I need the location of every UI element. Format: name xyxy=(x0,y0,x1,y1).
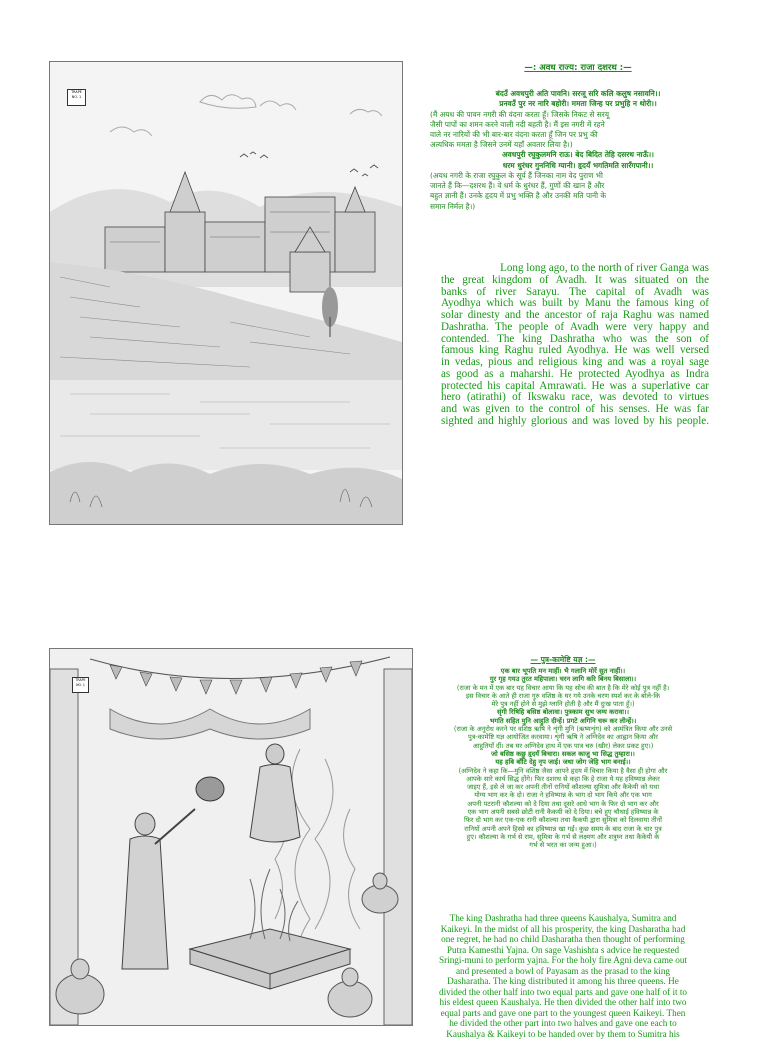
bottom-prose-line: रानियों अपनी अपने हिस्से का हविष्यान्न खा गईं। कुछ समय के बाद राजा के चार पुत्र xyxy=(412,825,714,833)
top-verse-line: प्रनवउँ पुर नर नारि बहोरी। ममता जिन्ह पर प्रभुहि न थोरी।। xyxy=(430,99,726,109)
bottom-prose-line: योग्य भाग कर के दो। राजा ने हविष्यान्न के भाग दो भाग किये और एक भाग xyxy=(412,791,714,799)
top-prose-line: वाले नर नारियों की भी बार-बार वंदना करता हूँ जिन पर प्रभु की xyxy=(430,130,726,140)
english-line: one regret, he had no child Dasharatha then thought of performing xyxy=(415,934,711,945)
top-hindi-column xyxy=(430,62,726,212)
english-line: Sringi-muni to perform yajna. For the holy fire Agni deva came out xyxy=(415,955,711,966)
top-english-paragraph xyxy=(441,263,709,428)
top-prose-line: समान निर्मल है।) xyxy=(430,202,726,212)
english-line: Ayodhya which was built by Manu the famous king of xyxy=(441,298,709,310)
bottom-prose-line: (अग्निदेव ने कहा कि—मुनि वशिष्ठ जैसा आपने हृदय में विचार किया है वैसा ही होगा और xyxy=(412,767,714,775)
bottom-verse-line: यह हबि बाँटि देहु नृप जाई। जथा जोग जेहि भाग बनाई।। xyxy=(412,758,714,766)
english-line: equal parts and gave one part to the youngest queen Kaikeyi. Then xyxy=(415,1008,711,1019)
english-line: Long long ago, to the north of river Ganga was xyxy=(441,263,709,275)
english-line: and presented a bowl of Payasam as the prasad to the king xyxy=(415,966,711,977)
english-line: in vedas, pious and religious king and was a royal sage xyxy=(441,357,709,369)
english-line: Kaikeyi. In the midst of all his prosperity, the king Dasharatha had xyxy=(415,924,711,935)
top-prose-line: जैसी पापों का शमन करने वाली नदी बहती है। मैं इस नगरी में रहने xyxy=(430,120,726,130)
top-prose-line: (मैं अयध की पावन नगरी की वंदना करता हूँ। जिसके निकट से सरयू xyxy=(430,110,726,120)
english-line: sighted and highly glorious and was loved by his people. xyxy=(441,416,709,428)
english-line: and was given to the control of his senses. He was far xyxy=(441,404,709,416)
english-line: divided the other half into two equal parts and gave one half of it to xyxy=(415,987,711,998)
english-line: his eldest queen Kaushalya. He then divided the other half into two xyxy=(415,997,711,1008)
english-line: solar dinesty and the ancestor of raja Raghu was named xyxy=(441,310,709,322)
english-line: he divided the other part into two halves and gave one each to xyxy=(415,1018,711,1029)
english-line: banks of river Sarayu. The capital of Avadh was xyxy=(441,287,709,299)
bottom-prose-line: एक भाग अपनी सबसे छोटी रानी कैकयी को दे दिया। बचे हुए चौथाई हविष्यान्न के xyxy=(412,808,714,816)
top-prose-line: जानते हैं कि—दशरथ हैं। वे धर्म के धुरंधर हैं, गुणों की खान हैं और xyxy=(430,181,726,191)
bottom-prose-line: फिर दो भाग कर एक-एक रानी कौशल्या तथा कैकयी द्वारा सुमित्रा को दिलवाया तीनों xyxy=(412,816,714,824)
top-verse-line: बंदउँ अवधपुरी अति पावनि। सरजू सरि कलि कलुष नसावनि।। xyxy=(430,89,726,99)
bottom-hindi-column xyxy=(412,655,714,850)
english-line: famous king Raghu ruled Ayodhya. He was well versed xyxy=(441,345,709,357)
top-prose-line: (अयध नगरी के राजा रघुकुल के सूर्य हैं जिनका नाम वेद पुराण भी xyxy=(430,171,726,181)
bottom-verse-line: जो बसिष्ठ कछु हृदयँ बिचारा। सकल काजु भा सिद्ध तुम्हारा।। xyxy=(412,750,714,758)
bottom-verse-line: एक बार भूपति मन माहीं। भै गलानि मोरें सुत नाहीं।। xyxy=(412,667,714,675)
bottom-verse-line: सृंगी रिषिहि बसिष्ठ बोलावा। पुत्रकाम सुभ जग्य करावा।। xyxy=(412,708,714,716)
english-line: hero (atirathi) of Ikswaku race, was devoted to virtues xyxy=(441,392,709,404)
bottom-prose-line: इस विचार के आते ही राजा गुरु वशिष्ठ के घर गये उनके चरण स्पर्श कर के बोले-कि xyxy=(412,692,714,700)
english-line: Putra Kamesthi Yajna. On sage Vashishta s advice he requested xyxy=(415,945,711,956)
english-line: protected his capital Amrawati. He was a superlative car xyxy=(441,381,709,393)
plate-label: TRAPE NO. 1 xyxy=(72,677,89,693)
ayodhya-illustration xyxy=(49,61,403,525)
bottom-heading: — पुत्र-कामेष्टि यज्ञ :— xyxy=(412,655,714,665)
yajna-illustration xyxy=(49,648,413,1026)
bottom-prose-line: अपनी पटरानी कौशल्या को दे दिया तथा दूसरे आधे भाग के फिर दो भाग कर और xyxy=(412,800,714,808)
bottom-prose-line: (राजा के मन में एक बार यह विचार आया कि यह सोच की बात है कि मेरे कोई पुत्र नहीं है। xyxy=(412,684,714,692)
bottom-prose-line: पुत्र-कामेष्टि यज्ञ आयोजित करवाया। शृंगी ऋषि ने अग्निदेव का आह्वान किया और xyxy=(412,733,714,741)
english-line: contended. The king Dashratha who was the son of xyxy=(441,334,709,346)
plate-label: TRAPE NO. 1 xyxy=(67,89,86,106)
bottom-prose-line: जाइए हैं, इसे ले जा कर अपनी तीनों रानियों कौशल्या सुमित्रा और कैकेयी को यथा xyxy=(412,783,714,791)
bottom-prose-line: हुए। कौशल्या के गर्भ से राम, सुमित्रा के गर्भ से लक्ष्मण और शत्रुघ्न तथा कैकेयी के xyxy=(412,833,714,841)
bottom-prose-line: मेरे पुत्र नहीं होने से मुझे ग्लानि होती है और मैं दुःख पाता हूँ।) xyxy=(412,700,714,708)
ayodhya-sketch xyxy=(50,62,402,524)
english-line: as good as a maharshi. He protected Ayodhya as Indra xyxy=(441,369,709,381)
yajna-sketch xyxy=(50,649,412,1025)
bottom-prose-line: आपके सारे कार्य सिद्ध होंगे। फिर दशरथ से कहा कि हे राजा ये यह हविष्यान्न लेकर xyxy=(412,775,714,783)
english-line: Kaushalya & Kaikeyi to be handed over by them to Sumitra his xyxy=(415,1029,711,1039)
bottom-prose-line: (राजा के अनुरोध करने पर वशिष्ठ ऋषि ने शृंगी मुनि (ऋष्यशृंग) को आमंत्रित किया और उनसे xyxy=(412,725,714,733)
top-heading: —: अवध राज्य: राजा दशरथ :— xyxy=(430,62,726,73)
english-line: the great kingdom of Avadh. It was situated on the xyxy=(441,275,709,287)
top-prose-line: अत्यधिक ममता है जिसने उनमें यहाँ अवतार लिया है।) xyxy=(430,140,726,150)
bottom-prose-line: गर्भ से भरत का जन्म हुआ।) xyxy=(412,841,714,849)
bottom-prose-line: आहुतियाँ दीं। तब घर अग्निदेव हाथ में एक पात्र चरु (खीर) लेकर प्रकट हुए।) xyxy=(412,742,714,750)
english-line: Dashratha. The people of Avadh were very happy and xyxy=(441,322,709,334)
bottom-verse-line: गुर गृह गयउ तुरत महिपाला। चरन लागि करि बिनय बिसाला।। xyxy=(412,675,714,683)
bottom-verse-line: भगति सहित मुनि आहुति दीन्हें। प्रगटे अगिनि चरू कर लीन्हें।। xyxy=(412,717,714,725)
top-verse-line: धरम धुरंधर गुननिधि ग्यानी। हृदयँ भगतिमति सारँगपानी।। xyxy=(430,161,726,171)
english-line: The king Dashratha had three queens Kaushalya, Sumitra and xyxy=(415,913,711,924)
bottom-english-paragraph xyxy=(415,913,711,1039)
top-verse-line: अवधपुरी रघुकुलमनि राऊ। बेद बिदित तेहि दसरथ नाऊँ।। xyxy=(430,150,726,160)
english-line: Dasharatha. The king distributed it among his three queens. He xyxy=(415,976,711,987)
top-prose-line: बहुत ज्ञानी हैं। उनके हृदय में प्रभु भक्ति है और उनकी मति पानी के xyxy=(430,191,726,201)
